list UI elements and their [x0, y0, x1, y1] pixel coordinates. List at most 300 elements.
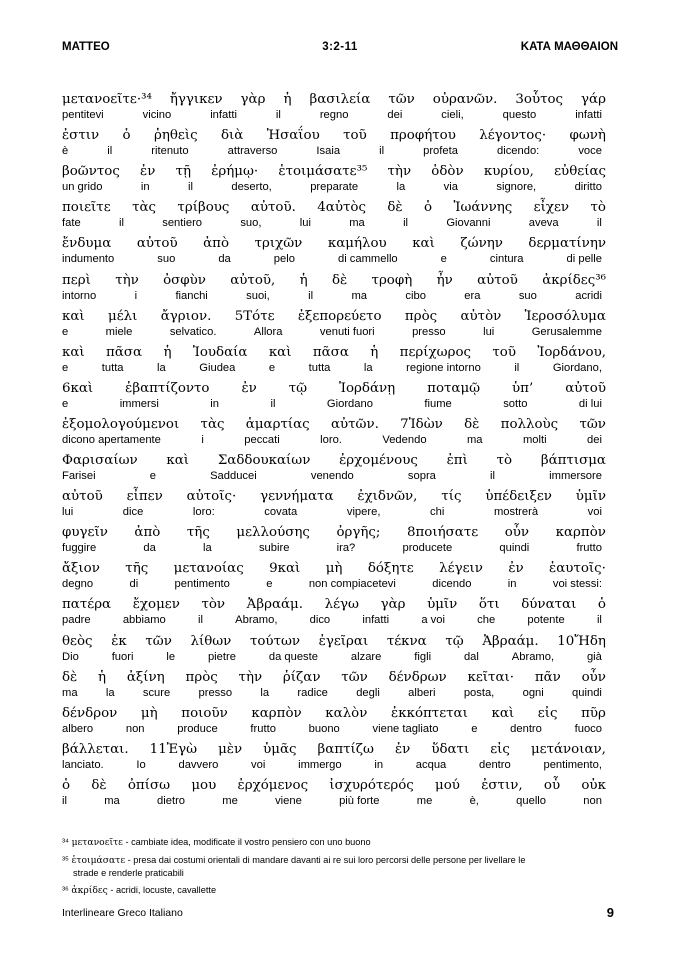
greek-word: εἶπεν	[126, 489, 163, 505]
italian-line	[62, 397, 602, 411]
greek-word: καὶ	[268, 344, 292, 360]
italian-word: ritenuto	[151, 145, 189, 158]
italian-word: voi	[587, 506, 602, 519]
greek-word: λέγοντος·	[479, 128, 547, 144]
italian-word: Abramo,	[511, 650, 555, 663]
italian-word: il	[62, 794, 67, 807]
greek-word: οὖν	[504, 525, 530, 541]
italian-word: in	[140, 181, 150, 194]
italian-word: pelo	[273, 253, 295, 266]
italian-word: il	[107, 145, 113, 158]
italian-word: alzare	[350, 650, 382, 663]
italian-word: infatti	[210, 109, 237, 121]
greek-word: Ἀβραάμ.	[482, 633, 539, 649]
greek-word: τέκνα	[386, 633, 427, 649]
greek-word: Ἰουδαία	[192, 344, 248, 360]
italian-word: buono	[308, 722, 340, 735]
italian-word: pentitevi	[62, 109, 104, 121]
greek-word: τὸν	[201, 597, 226, 613]
greek-word: 9καὶ	[269, 561, 301, 577]
greek-word: Σαδδουκαίων	[217, 453, 311, 468]
footnote-continuation: strade e renderle praticabili	[73, 868, 184, 878]
italian-word: lui	[299, 217, 311, 230]
italian-line	[62, 541, 602, 555]
greek-line	[62, 777, 606, 795]
italian-word: cieli,	[441, 109, 464, 121]
italian-word: davvero	[178, 758, 219, 771]
greek-line	[62, 380, 606, 398]
greek-word: οὐρανῶν.	[432, 92, 498, 107]
greek-word: γεννήματα	[260, 489, 334, 505]
italian-word: tutta	[101, 361, 124, 374]
italian-word: suoi,	[246, 289, 270, 302]
greek-word: Ἰωάννης	[453, 200, 513, 216]
greek-word: πῦρ	[581, 705, 606, 721]
greek-word: μὴ	[325, 561, 343, 577]
italian-word: fate	[62, 217, 81, 230]
greek-word: μὴ	[140, 705, 158, 721]
italian-word: fuoco	[574, 722, 602, 735]
italian-word: ma	[104, 794, 120, 807]
italian-word: dentro	[510, 722, 542, 735]
italian-word: suo	[157, 253, 176, 266]
greek-word: γάρ	[581, 92, 606, 107]
greek-word: μελλούσης	[236, 525, 310, 541]
italian-word: chi	[430, 506, 445, 519]
greek-word: ἡ	[283, 92, 292, 107]
italian-word: i	[134, 289, 138, 302]
greek-word: φωνὴ	[569, 128, 606, 144]
greek-word: αὐτοῖς·	[186, 489, 237, 505]
greek-word: καρπὸν	[555, 525, 606, 541]
greek-word: ἐρήμῳ·	[211, 164, 259, 180]
footnote-term: ἑτοιμάσατε	[71, 855, 126, 866]
italian-word: produce	[177, 722, 218, 735]
greek-word: 4αὐτὸς	[317, 200, 366, 216]
italian-word: che	[477, 614, 496, 627]
italian-word: i	[201, 433, 204, 446]
greek-word: 10Ἤδη	[557, 633, 606, 649]
italian-word: sopra	[407, 470, 436, 482]
greek-word: ἔχομεν	[132, 597, 180, 613]
greek-line	[62, 560, 606, 578]
greek-word: Φαρισαίων	[62, 453, 138, 468]
italian-word: voi	[251, 758, 266, 771]
italian-word: il	[490, 470, 496, 482]
italian-word: lanciato.	[62, 758, 104, 771]
greek-word: 8ποιήσατε	[406, 525, 479, 541]
greek-word: ὁδὸν	[431, 164, 464, 180]
italian-word: è,	[469, 794, 479, 807]
italian-word: infatti	[362, 614, 390, 627]
italian-line	[62, 613, 602, 627]
greek-word: οὗ	[543, 777, 561, 793]
footnotes	[62, 836, 622, 902]
italian-word: è	[62, 145, 69, 158]
italian-word: il	[187, 181, 193, 194]
italian-word: sotto	[503, 397, 528, 410]
italian-word: sentiero	[162, 217, 203, 230]
greek-line	[62, 163, 606, 181]
italian-word: in	[210, 397, 220, 410]
greek-word: ἐστιν	[62, 128, 100, 144]
italian-line	[62, 469, 602, 483]
italian-word: fuggire	[62, 542, 97, 555]
greek-word: λέγω	[324, 597, 359, 613]
greek-word: ἀξίνη	[126, 669, 165, 685]
italian-word: Giordano	[326, 397, 373, 410]
footnote-text: - acridi, locuste, cavallette	[107, 885, 217, 895]
greek-word: μετάνοιαν,	[530, 741, 606, 757]
italian-line	[62, 505, 602, 519]
italian-word: vicino	[142, 109, 172, 121]
greek-line	[62, 127, 606, 145]
italian-word: ma	[349, 217, 365, 230]
italian-word: pentimento,	[543, 758, 602, 771]
greek-word: ὕδατι	[431, 741, 470, 757]
italian-line	[62, 577, 602, 591]
greek-line	[62, 344, 606, 362]
italian-line	[62, 180, 602, 194]
greek-word: ἡ	[98, 669, 107, 685]
italian-word: suo	[518, 289, 537, 302]
italian-line	[62, 325, 602, 339]
italian-word: regno	[319, 109, 349, 121]
italian-line	[62, 361, 602, 375]
greek-word: ὀπίσω	[127, 777, 171, 793]
italian-word: abbiamo	[122, 614, 166, 627]
italian-word: intorno	[62, 289, 97, 302]
italian-word: voce	[578, 145, 602, 158]
italian-word: covata	[264, 506, 298, 519]
italian-word: dicendo:	[496, 145, 540, 158]
greek-line	[62, 452, 606, 470]
greek-word: μὲν	[218, 741, 243, 757]
greek-word: τῶν	[388, 92, 415, 107]
italian-word: pietre	[207, 650, 236, 663]
greek-word: φυγεῖν	[62, 525, 108, 541]
italian-word: il	[514, 361, 520, 374]
greek-word: βασιλεία	[309, 92, 371, 107]
greek-word: τὰς	[200, 416, 225, 432]
greek-word: ἐπὶ	[446, 453, 468, 468]
italian-word: subire	[258, 542, 290, 555]
greek-word: ποταμῷ	[427, 380, 481, 396]
italian-word: e	[62, 397, 69, 410]
italian-word: immersi	[119, 397, 159, 410]
greek-word: ἡ	[299, 272, 308, 288]
greek-word: τῶν	[341, 669, 368, 685]
italian-line	[62, 216, 602, 230]
italian-word: me	[222, 794, 238, 807]
italian-word: ma	[62, 686, 78, 699]
greek-line	[62, 488, 606, 506]
italian-word: la	[396, 181, 406, 194]
greek-line	[62, 235, 606, 253]
greek-word: ἐρχομένους	[339, 453, 418, 468]
italian-word: preparate	[310, 181, 359, 194]
italian-word: la	[260, 686, 270, 699]
italian-word: producete	[402, 542, 453, 555]
italian-word: tutta	[308, 361, 331, 374]
greek-word: κυρίου,	[483, 164, 534, 180]
greek-line	[62, 633, 606, 651]
italian-word: e	[440, 253, 447, 266]
italian-word: e	[471, 722, 478, 735]
footnote-text: - presa dai costumi orientali di mandare davanti ai re sui loro percorsi delle persone per livellare le	[125, 855, 526, 865]
greek-word: ἐκκόπτεται	[391, 705, 468, 721]
greek-word: βοῶντος	[62, 164, 120, 180]
italian-line	[62, 722, 602, 736]
greek-word: μέλι	[108, 308, 138, 324]
greek-word: αὐτοῦ.	[250, 200, 296, 216]
greek-line	[62, 705, 606, 723]
italian-word: Io	[136, 758, 146, 771]
italian-word: Isaia	[316, 145, 341, 158]
greek-word: εἰς	[537, 705, 558, 721]
greek-word: γὰρ	[240, 92, 266, 107]
greek-word: περίχωρος	[399, 344, 471, 360]
italian-word: acridi	[575, 289, 602, 302]
greek-word: καὶ	[491, 705, 515, 721]
greek-word: προφήτου	[390, 128, 456, 144]
italian-word: frutto	[576, 542, 602, 555]
italian-word: fuori	[111, 650, 134, 663]
italian-word: Giudea	[199, 361, 236, 374]
greek-word: ἐκ	[111, 633, 127, 649]
italian-word: scure	[142, 686, 171, 699]
italian-word: presso	[198, 686, 233, 699]
italian-word: peccati	[244, 433, 280, 446]
greek-word: Ἰορδάνῃ	[339, 380, 396, 396]
greek-word: τῇ	[175, 164, 192, 180]
greek-word: ζώνην	[460, 236, 503, 252]
footer-title: Interlineare Greco Italiano	[62, 907, 183, 919]
greek-word: πᾶν	[534, 669, 561, 685]
greek-word: πρὸς	[404, 308, 438, 324]
greek-word: τοῦ	[492, 344, 516, 360]
italian-word: infatti	[575, 109, 602, 121]
italian-word: viene	[275, 794, 302, 807]
footnote-term: ἀκρίδες	[71, 885, 108, 896]
italian-word: di cammello	[337, 253, 398, 266]
italian-line	[62, 794, 602, 808]
italian-word: di lui	[578, 397, 602, 410]
greek-word: τὰς	[132, 200, 157, 216]
footnote: ³⁵ ἑτοιμάσατε - presa dai costumi orientali di mandare davanti ai re sui loro percorsi delle persone per livellare le strade e renderle praticabili	[62, 854, 622, 879]
italian-line	[62, 144, 602, 158]
italian-word: Vedendo	[382, 433, 427, 446]
greek-word: ὑπ’	[512, 380, 534, 396]
italian-word: la	[363, 361, 373, 374]
greek-word: ῥηθεὶς	[153, 128, 198, 144]
greek-word: καρπὸν	[251, 705, 302, 721]
greek-word: ὀσφὺν	[163, 272, 206, 288]
greek-word: 11Ἐγὼ	[149, 741, 198, 757]
greek-word: αὐτοῦ	[477, 272, 518, 288]
greek-word: αὐτοῦ	[62, 489, 103, 505]
italian-word: in	[507, 578, 517, 591]
book-title-greek: ΚΑΤΑ ΜΑΘΘΑΙΟΝ	[520, 41, 618, 53]
italian-word: pentimento	[174, 578, 230, 591]
italian-word: venuti fuori	[319, 325, 375, 338]
italian-word: regione intorno	[406, 361, 481, 374]
greek-word: τῷ	[288, 380, 308, 396]
italian-word: dico	[309, 614, 331, 627]
italian-word: molti	[522, 433, 547, 446]
italian-word: era	[464, 289, 481, 302]
greek-word: μετανοίας	[173, 561, 244, 577]
italian-word: di	[129, 578, 139, 591]
greek-word: τὸ	[496, 453, 513, 468]
italian-word: ira?	[336, 542, 356, 555]
greek-word: τοῦ	[343, 128, 367, 144]
italian-word: dal	[463, 650, 479, 663]
italian-word: voi stessi:	[552, 578, 602, 591]
greek-word: καὶ	[412, 236, 435, 252]
greek-word: γὰρ	[380, 597, 406, 613]
greek-word: ἤγγικεν	[169, 92, 223, 107]
italian-line	[62, 289, 602, 303]
greek-word: 5Τότε	[234, 308, 275, 324]
italian-word: il	[275, 109, 281, 121]
greek-word: οὐκ	[581, 777, 606, 793]
italian-word: di pelle	[566, 253, 602, 266]
italian-word: dei	[587, 433, 602, 446]
greek-word: δένδρων	[388, 669, 447, 685]
greek-word: Ἱεροσόλυμα	[524, 308, 606, 324]
italian-line	[62, 758, 602, 772]
greek-word: ἄγριον.	[160, 308, 212, 324]
greek-word: λίθων	[190, 633, 232, 649]
italian-word: ma	[466, 433, 483, 446]
greek-word: τίς	[441, 489, 462, 505]
greek-line	[62, 91, 606, 109]
greek-word: ἀπὸ	[203, 236, 230, 252]
italian-word: cintura	[489, 253, 524, 266]
page-number: 9	[606, 905, 614, 920]
greek-word: ῥίζαν	[282, 669, 321, 685]
greek-word: τῶν	[145, 633, 172, 649]
italian-word: il	[118, 217, 124, 230]
greek-word: ἐν	[394, 741, 411, 757]
greek-word: ὑμᾶς	[263, 741, 297, 757]
italian-word: Gerusalemme	[531, 325, 602, 338]
greek-word: Ἠσαΐου	[266, 128, 320, 144]
italian-word: da	[218, 253, 231, 266]
footnote-term: μετανοεῖτε	[71, 837, 123, 848]
italian-word: lui	[483, 325, 495, 338]
italian-word: già	[586, 650, 602, 663]
greek-word: εἰς	[490, 741, 510, 757]
italian-word: e	[268, 361, 276, 374]
greek-word: τὴν	[387, 164, 412, 180]
greek-line	[62, 741, 606, 759]
italian-word: dei	[387, 109, 403, 121]
greek-word: δόξητε	[367, 561, 414, 577]
greek-word: βάλλεται.	[62, 741, 129, 757]
greek-word: ὑμῖν	[575, 489, 606, 505]
greek-word: ἐξομολογούμενοι	[62, 416, 180, 432]
italian-word: e	[149, 470, 156, 482]
greek-word: τὸ	[590, 200, 606, 216]
italian-word: Giovanni	[446, 217, 491, 230]
greek-word: θεὸς	[62, 633, 93, 649]
italian-word: la	[105, 686, 115, 699]
italian-line	[62, 650, 602, 664]
italian-word: e	[62, 361, 69, 374]
italian-word: radice	[297, 686, 328, 699]
greek-line	[62, 416, 606, 434]
greek-word: δερματίνην	[528, 236, 606, 252]
italian-line	[62, 252, 602, 266]
greek-word: ἐξεπορεύετο	[297, 308, 382, 324]
greek-word: τούτων	[249, 633, 301, 649]
italian-word: fianchi	[175, 289, 208, 302]
italian-word: Sadducei	[210, 470, 257, 482]
italian-word: dice	[122, 506, 144, 519]
italian-word: non	[583, 794, 602, 807]
greek-word: ὑμῖν	[427, 597, 458, 613]
italian-word: Dio	[62, 650, 79, 663]
italian-word: e	[62, 325, 69, 338]
greek-word: δὲ	[464, 416, 480, 432]
greek-word: δὲ	[387, 200, 403, 216]
greek-word: ἑτοιμάσατε³⁵	[278, 164, 368, 180]
greek-word: καλὸν	[325, 705, 368, 721]
greek-line	[62, 669, 606, 687]
italian-word: signore,	[496, 181, 537, 194]
italian-word: Farisei	[62, 470, 96, 482]
greek-word: δὲ	[331, 272, 348, 288]
greek-line	[62, 272, 606, 290]
italian-word: immersore	[549, 470, 602, 482]
greek-word: ἀκρίδες³⁶	[542, 272, 606, 288]
greek-line	[62, 199, 606, 217]
greek-word: οὖν	[581, 669, 606, 685]
italian-word: Abramo,	[235, 614, 278, 627]
italian-word: profeta	[423, 145, 458, 158]
greek-word: ἐν	[241, 380, 257, 396]
greek-word: μού	[435, 777, 460, 793]
greek-word: δὲ	[62, 669, 78, 685]
greek-word: καὶ	[62, 344, 85, 360]
italian-word: in	[374, 758, 384, 771]
greek-word: πᾶσα	[312, 344, 349, 360]
greek-line	[62, 524, 606, 542]
greek-word: μου	[191, 777, 217, 793]
greek-word: πρὸς	[185, 669, 218, 685]
italian-word: il	[403, 217, 409, 230]
greek-word: ἀπὸ	[134, 525, 161, 541]
italian-word: diritto	[574, 181, 602, 194]
greek-line	[62, 596, 606, 614]
italian-line	[62, 433, 602, 447]
greek-word: ὁ	[122, 128, 131, 144]
greek-word: πᾶσα	[106, 344, 143, 360]
italian-word: loro.	[320, 433, 342, 446]
greek-word: καὶ	[166, 453, 190, 468]
greek-word: καὶ	[62, 308, 85, 324]
italian-word: deserto,	[231, 181, 272, 194]
greek-word: τὴν	[238, 669, 263, 685]
greek-word: πατέρα	[62, 597, 112, 613]
italian-line	[62, 686, 602, 700]
italian-word: dentro	[479, 758, 511, 771]
greek-word: τῷ	[445, 633, 464, 649]
italian-word: dicendo	[432, 578, 472, 591]
italian-word: Allora	[253, 325, 283, 338]
